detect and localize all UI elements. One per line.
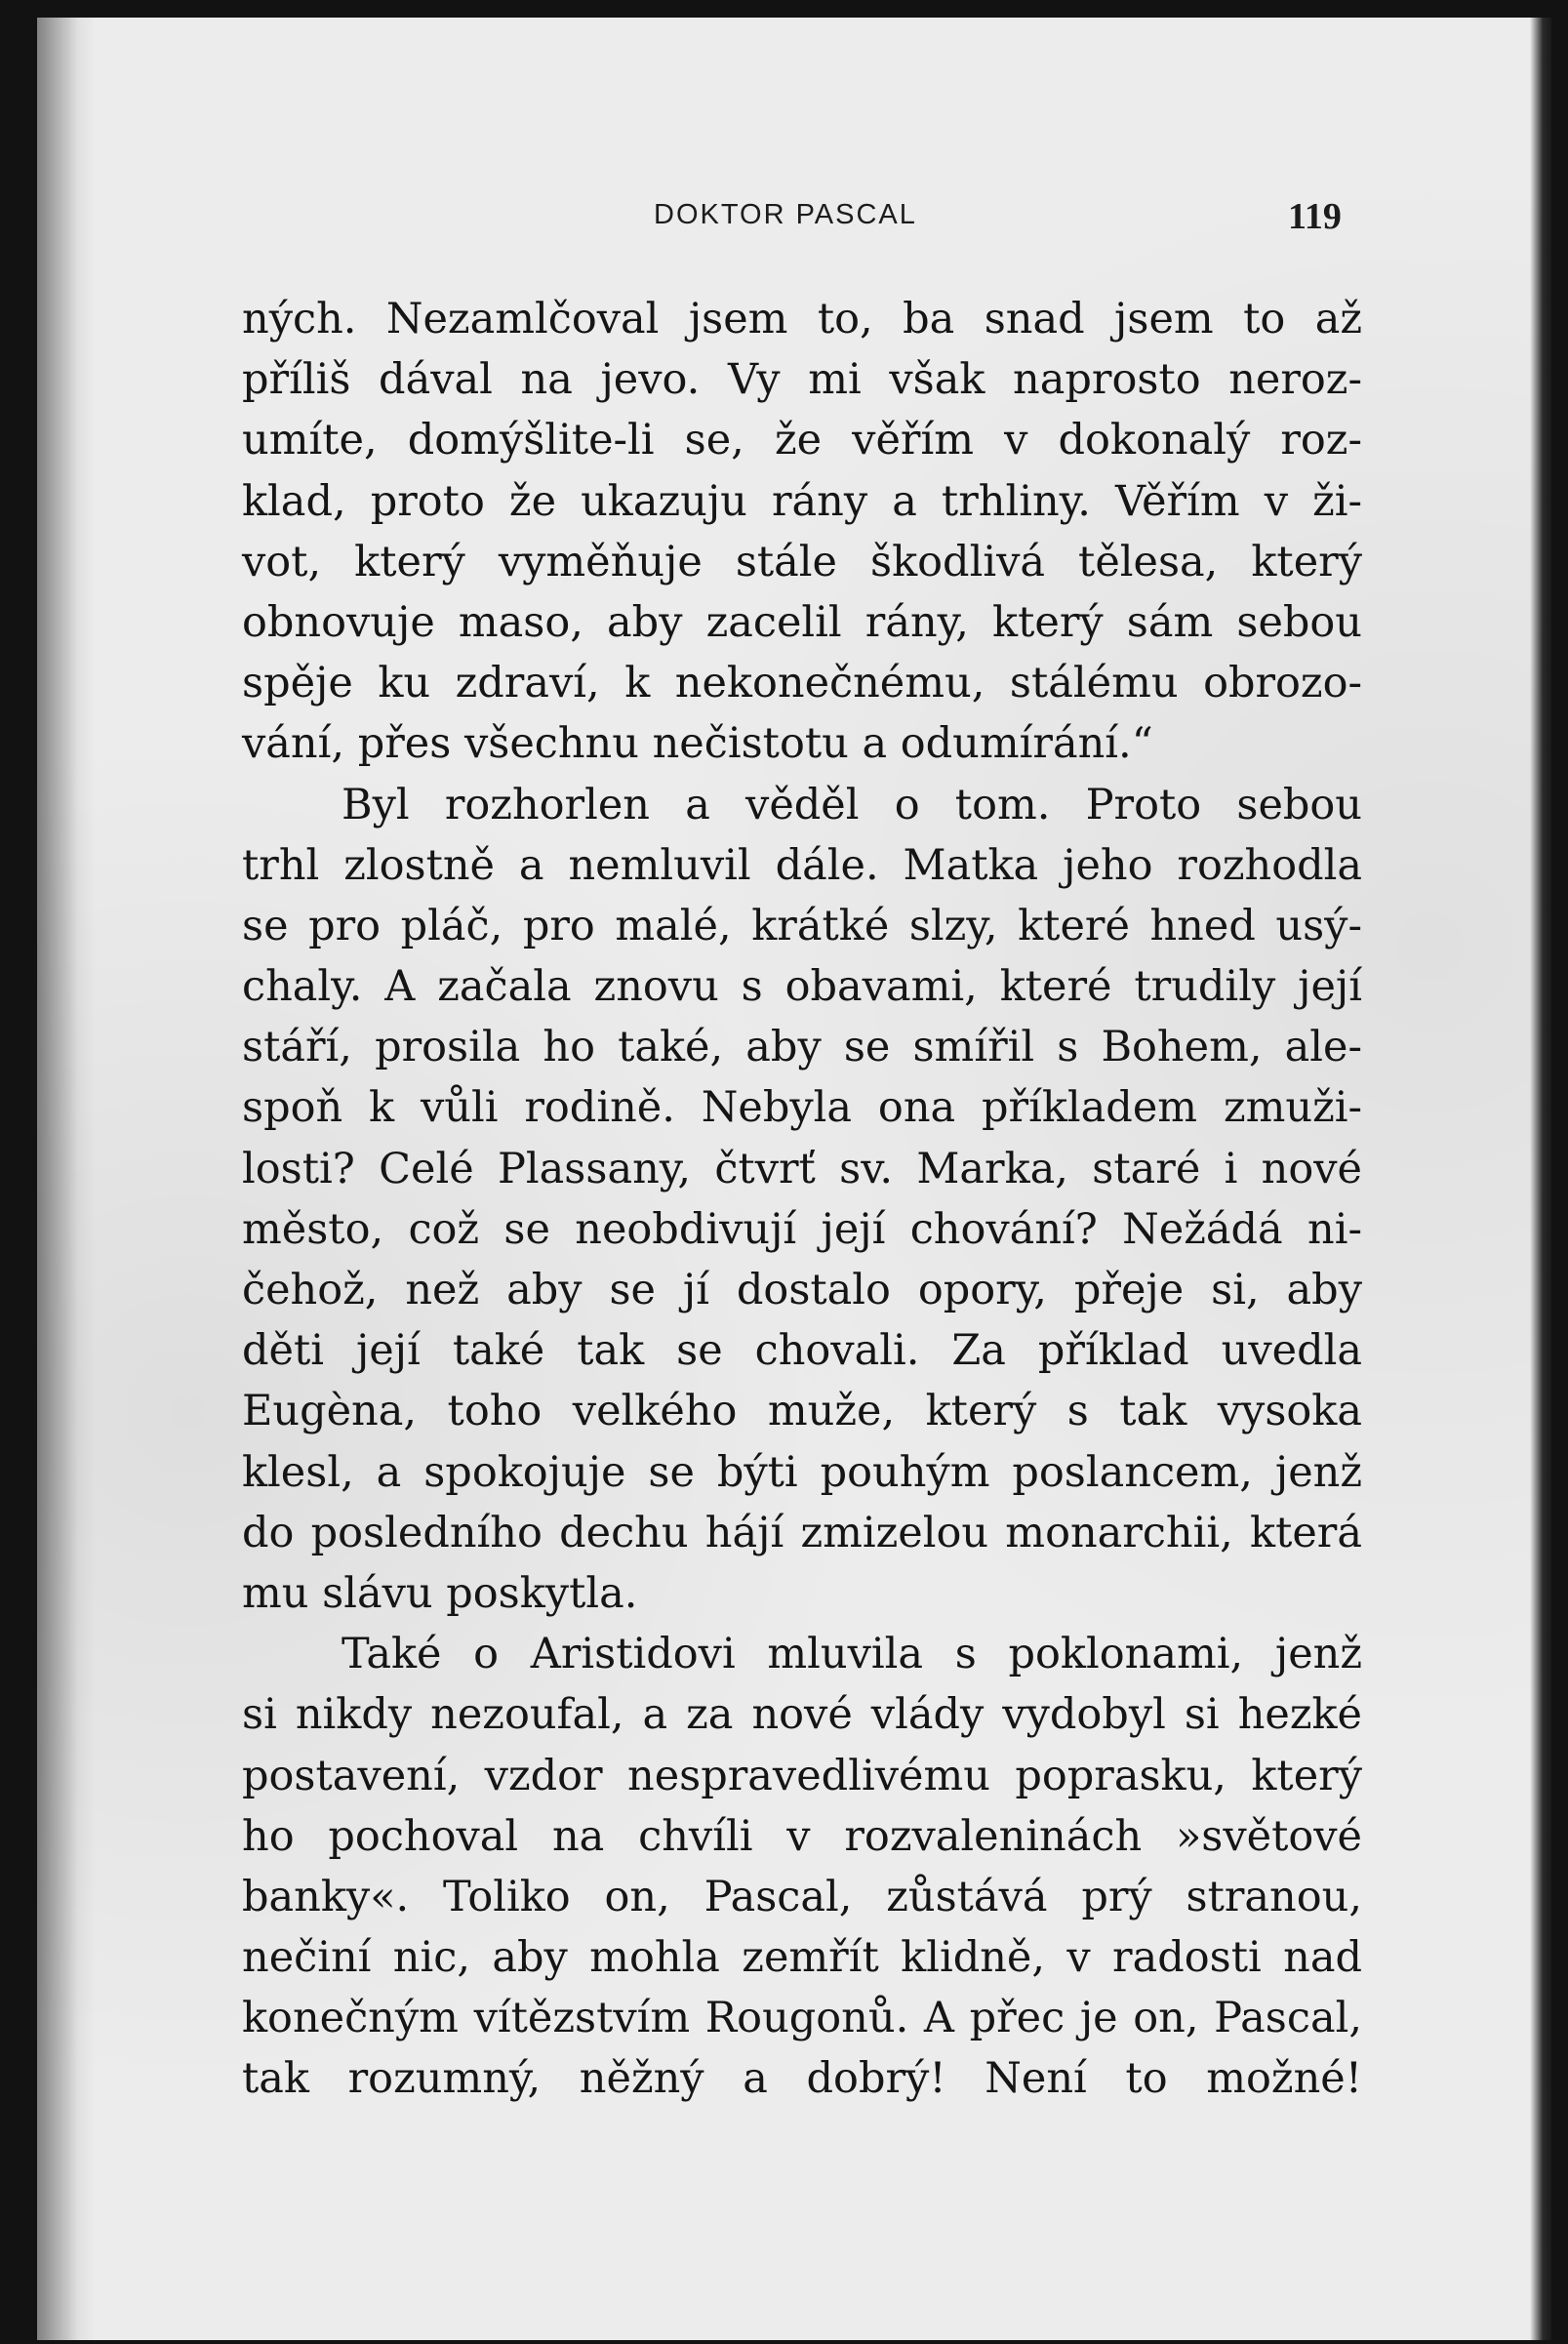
page-edge-shadow — [1530, 18, 1551, 2340]
page-header — [185, 196, 1356, 238]
body-text — [242, 289, 1362, 2110]
text-line: spěje ku zdraví, k nekonečnému, stálému obrozo- — [242, 659, 1362, 708]
text-line: losti? Celé Plassany, čtvrť sv. Marka, staré i nové — [242, 1144, 1362, 1193]
text-line: se pro pláč, pro malé, krátké slzy, které hned usý- — [242, 901, 1362, 950]
text-line: klesl, a spokojuje se býti pouhým poslancem, jenž — [242, 1447, 1362, 1497]
text-line: konečným vítězstvím Rougonů. A přec je on, Pascal, — [242, 1994, 1362, 2043]
text-line: postavení, vzdor nespravedlivému poprasku, který — [242, 1751, 1362, 1800]
text-line: ho pochoval na chvíli v rozvaleninách »světové — [242, 1811, 1362, 1861]
text-line: mu slávu poskytla. — [242, 1568, 638, 1618]
text-line: ných. Nezamlčoval jsem to, ba snad jsem to až — [242, 295, 1362, 344]
text-line: spoň k vůli rodině. Nebyla ona příkladem zmuži- — [242, 1083, 1362, 1133]
text-line: děti její také tak se chovali. Za příklad uvedla — [242, 1326, 1362, 1376]
running-title: DOKTOR PASCAL — [654, 199, 917, 230]
text-line: klad, proto že ukazuju rány a trhliny. Věřím v ži- — [242, 476, 1362, 526]
text-line: obnovuje maso, aby zacelil rány, který sám sebou — [242, 597, 1362, 647]
text-line: do posledního dechu hájí zmizelou monarchii, která — [242, 1508, 1362, 1557]
text-line: město, což se neobdivují její chování? Nežádá ni- — [242, 1204, 1362, 1254]
page-number: 119 — [1288, 196, 1342, 237]
text-line: vot, který vyměňuje stále škodlivá tělesa, který — [242, 537, 1362, 586]
text-line: nečiní nic, aby mohla zemřít klidně, v radosti nad — [242, 1933, 1362, 1983]
text-line: vání, přes všechnu nečistotu a odumírání.“ — [242, 719, 1153, 769]
text-line: tak rozumný, něžný a dobrý! Není to možné! — [242, 2054, 1362, 2104]
text-line: umíte, domýšlite-li se, že věřím v dokonalý roz- — [242, 416, 1362, 465]
text-line: stáří, prosila ho také, aby se smířil s Bohem, ale- — [242, 1023, 1362, 1072]
text-line: čehož, než aby se jí dostalo opory, přeje si, aby — [242, 1266, 1362, 1314]
text-line: příliš dával na jevo. Vy mi však naprosto neroz- — [242, 355, 1362, 405]
text-line: banky«. Toliko on, Pascal, zůstává prý stranou, — [242, 1872, 1362, 1921]
text-line: chaly. A začala znovu s obavami, které trudily její — [242, 962, 1362, 1012]
text-line: Také o Aristidovi mluvila s poklonami, jenž — [342, 1630, 1362, 1679]
text-line: Eugèna, toho velkého muže, který s tak vysoka — [242, 1387, 1362, 1436]
text-line: si nikdy nezoufal, a za nové vlády vydobyl si hezké — [242, 1690, 1362, 1740]
spine-shadow — [37, 18, 96, 2340]
paper-page — [37, 18, 1551, 2340]
text-line: trhl zlostně a nemluvil dále. Matka jeho rozhodla — [242, 840, 1362, 890]
text-line: Byl rozhorlen a věděl o tom. Proto sebou — [342, 780, 1362, 829]
